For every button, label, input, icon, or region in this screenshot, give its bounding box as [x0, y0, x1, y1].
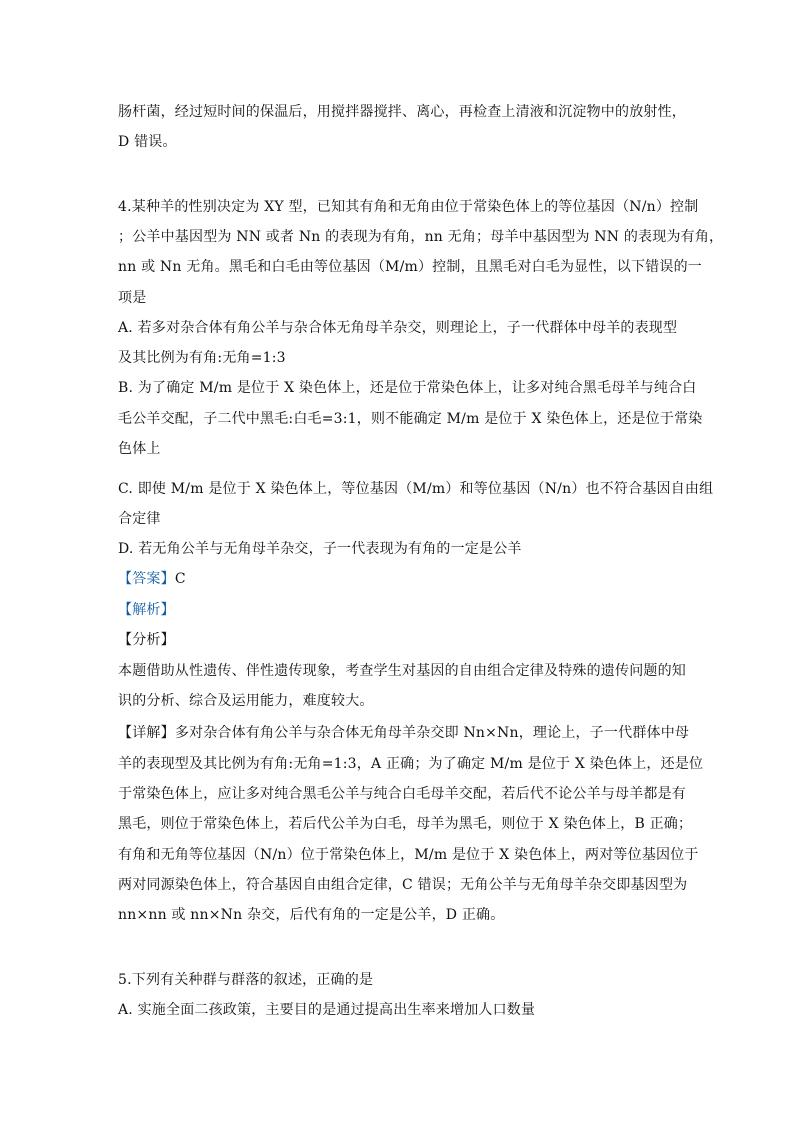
question-4-stem: nn 或 Nn 无角。黑毛和白毛由等位基因（M/m）控制，且黑毛对白毛为显性，以下错误的一: [118, 259, 702, 275]
question-4-stem: 项是: [118, 290, 147, 306]
option-c: 合定律: [118, 511, 161, 527]
prev-question-text: D 错误。: [118, 134, 177, 150]
option-a: A. 若多对杂合体有角公羊与杂合体无角母羊杂交，则理论上，子一代群体中母羊的表现型: [118, 320, 678, 336]
option-b: 毛公羊交配，子二代中黑毛:白毛=3:1，则不能确定 M/m 是位于 X 染色体上，还是位于常染: [118, 411, 703, 427]
analysis-tag: 【解析】: [118, 602, 175, 618]
detail-text: 黑毛，则位于常染色体上，若后代公羊为白毛，母羊为黑毛，则位于 X 染色体上，B 正确；: [118, 816, 693, 832]
fenxi-text: 本题借助从性遗传、伴性遗传现象，考查学生对基因的自由组合定律及特殊的遗传问题的知: [118, 663, 686, 679]
option-b: B. 为了确定 M/m 是位于 X 染色体上，还是位于常染色体上，让多对纯合黑毛母羊与纯合白: [118, 380, 697, 396]
fenxi-heading: [118, 631, 678, 649]
prev-question-text: 肠杆菌，经过短时间的保温后，用搅拌器搅拌、离心，再检查上清液和沉淀物中的放射性，: [118, 104, 686, 120]
answer-tag: 【答案】: [118, 571, 175, 587]
detail-line: [118, 724, 690, 742]
question-4-stem: ；公羊中基因型为 NN 或者 Nn 的表现为有角，nn 无角；母羊中基因型为 NN 的表现为有角，: [118, 229, 724, 245]
detail-text: 于常染色体上，应让多对纯合黑毛公羊与纯合白毛母羊交配，若后代不论公羊与母羊都是有: [118, 786, 686, 802]
question-4-stem: 4.某种羊的性别决定为 XY 型，已知其有角和无角由位于常染色体上的等位基因（N/n）控制: [118, 199, 699, 215]
fenxi-tag: 【分析】: [118, 632, 175, 648]
option-b: 色体上: [118, 441, 161, 457]
option-a: 及其比例为有角:无角=1:3: [118, 350, 286, 366]
answer-value: C: [174, 571, 186, 587]
option-a: A. 实施全面二孩政策，主要目的是通过提高出生率来增加人口数量: [118, 1002, 536, 1018]
detail-text: 有角和无角等位基因（N/n）位于常染色体上，M/m 是位于 X 染色体上，两对等位基因位于: [118, 847, 699, 863]
option-d: D. 若无角公羊与无角母羊杂交，子一代表现为有角的一定是公羊: [118, 541, 522, 557]
analysis-heading: [118, 601, 678, 619]
detail-text: 多对杂合体有角公羊与杂合体无角母羊杂交即 Nn×Nn，理论上，子一代群体中母: [174, 725, 690, 741]
detail-text: 羊的表现型及其比例为有角:无角=1:3，A 正确；为了确定 M/m 是位于 X 染色体上，还是位: [118, 756, 704, 772]
detail-text: nn×nn 或 nn×Nn 杂交，后代有角的一定是公羊，D 正确。: [118, 907, 505, 923]
fenxi-text: 识的分析、综合及运用能力，难度较大。: [118, 693, 374, 709]
question-5-stem: 5.下列有关种群与群落的叙述，正确的是: [118, 972, 374, 988]
answer-line: [118, 570, 678, 588]
option-c: C. 即使 M/m 是位于 X 染色体上，等位基因（M/m）和等位基因（N/n）也不符合基因自由组: [118, 481, 714, 497]
detail-tag: 【详解】: [118, 725, 175, 741]
detail-text: 两对同源染色体上，符合基因自由组合定律，C 错误；无角公羊与无角母羊杂交即基因型为: [118, 877, 688, 893]
